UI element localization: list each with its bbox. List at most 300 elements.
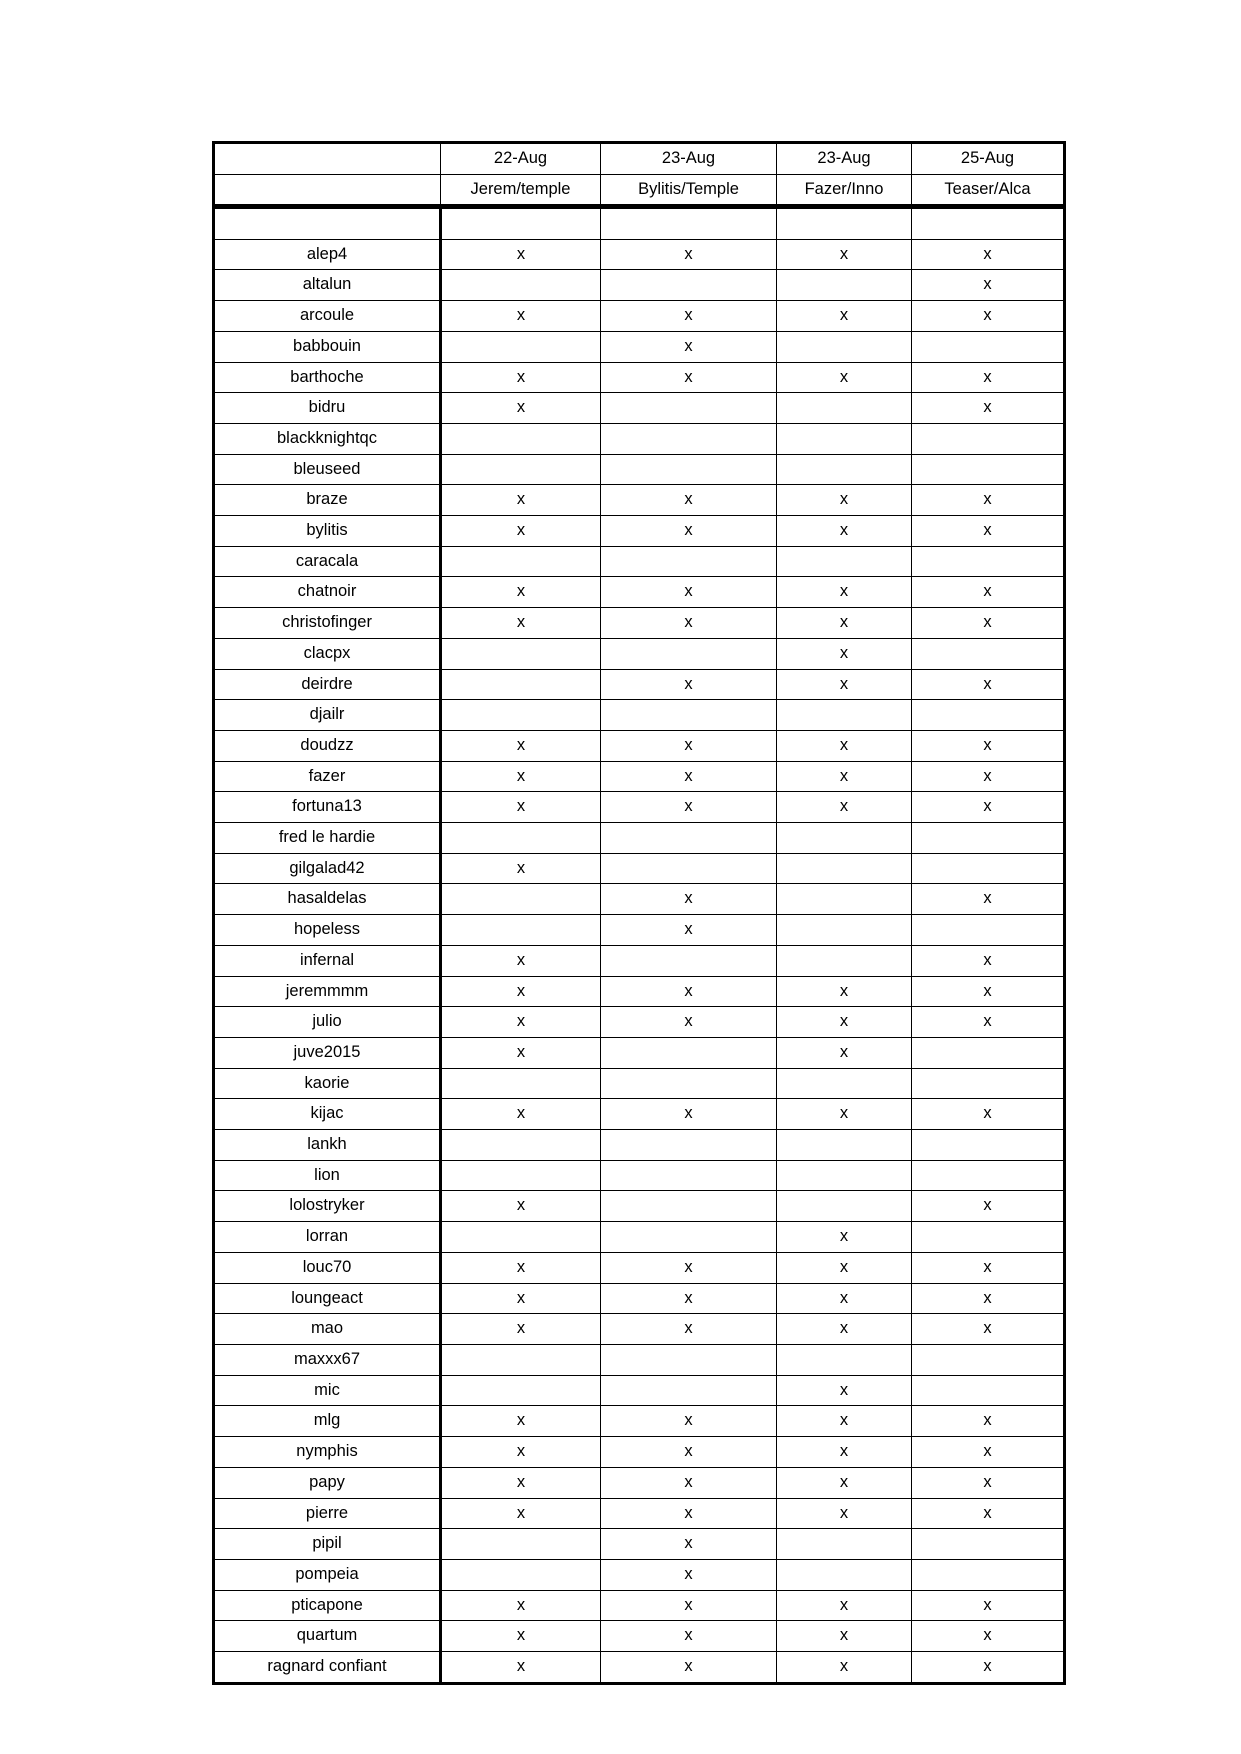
player-name-cell: lorran <box>214 1222 441 1253</box>
table-row <box>214 362 1065 393</box>
mark-cell <box>912 853 1065 884</box>
mark-cell: x <box>912 1498 1065 1529</box>
mark-cell: x <box>601 301 777 332</box>
mark-cell: x <box>912 730 1065 761</box>
table-row <box>214 1621 1065 1652</box>
table-row <box>214 1099 1065 1130</box>
mark-cell <box>777 270 912 301</box>
table-row <box>214 700 1065 731</box>
mark-cell: x <box>912 239 1065 270</box>
mark-cell: x <box>441 792 601 823</box>
player-name-cell: louc70 <box>214 1252 441 1283</box>
player-name-cell: babbouin <box>214 331 441 362</box>
mark-cell <box>601 1345 777 1376</box>
table-row <box>214 207 1065 240</box>
mark-cell: x <box>777 516 912 547</box>
mark-cell <box>441 700 601 731</box>
mark-cell: x <box>601 884 777 915</box>
mark-cell <box>601 546 777 577</box>
table-row <box>214 792 1065 823</box>
player-name-cell: bylitis <box>214 516 441 547</box>
mark-cell <box>601 945 777 976</box>
mark-cell: x <box>601 1252 777 1283</box>
mark-cell <box>912 1068 1065 1099</box>
player-name-cell: pipil <box>214 1529 441 1560</box>
table-row <box>214 638 1065 669</box>
table-row <box>214 1437 1065 1468</box>
mark-cell: x <box>441 1007 601 1038</box>
mark-cell <box>912 1160 1065 1191</box>
mark-cell: x <box>912 516 1065 547</box>
mark-cell: x <box>912 884 1065 915</box>
mark-cell: x <box>441 1191 601 1222</box>
table-row <box>214 546 1065 577</box>
corner-cell <box>214 143 441 175</box>
player-name-cell: gilgalad42 <box>214 853 441 884</box>
table-row <box>214 669 1065 700</box>
mark-cell: x <box>441 1099 601 1130</box>
mark-cell <box>777 1345 912 1376</box>
mark-cell: x <box>777 792 912 823</box>
mark-cell <box>441 207 601 240</box>
table-row <box>214 270 1065 301</box>
date-header: 25-Aug <box>912 143 1065 175</box>
mark-cell: x <box>441 485 601 516</box>
mark-cell <box>777 915 912 946</box>
player-name-cell: quartum <box>214 1621 441 1652</box>
mark-cell <box>912 1529 1065 1560</box>
mark-cell: x <box>601 485 777 516</box>
player-name-cell: loungeact <box>214 1283 441 1314</box>
mark-cell <box>777 393 912 424</box>
mark-cell: x <box>777 1099 912 1130</box>
player-name-cell: fortuna13 <box>214 792 441 823</box>
table-row <box>214 1222 1065 1253</box>
mark-cell <box>601 1191 777 1222</box>
mark-cell <box>601 207 777 240</box>
table-row <box>214 1467 1065 1498</box>
mark-cell <box>777 1068 912 1099</box>
mark-cell <box>912 1037 1065 1068</box>
mark-cell: x <box>601 577 777 608</box>
session-header: Jerem/temple <box>441 174 601 207</box>
table-row <box>214 577 1065 608</box>
table-row <box>214 301 1065 332</box>
table-row <box>214 516 1065 547</box>
table-row <box>214 823 1065 854</box>
player-name-cell: bidru <box>214 393 441 424</box>
table-row <box>214 730 1065 761</box>
mark-cell <box>441 1160 601 1191</box>
player-name-cell: jeremmmm <box>214 976 441 1007</box>
player-name-cell: nymphis <box>214 1437 441 1468</box>
mark-cell <box>441 1529 601 1560</box>
mark-cell: x <box>777 1007 912 1038</box>
player-name-cell: bleuseed <box>214 454 441 485</box>
mark-cell: x <box>912 301 1065 332</box>
table-row <box>214 1037 1065 1068</box>
mark-cell: x <box>601 761 777 792</box>
mark-cell <box>441 638 601 669</box>
player-name-cell: julio <box>214 1007 441 1038</box>
mark-cell <box>777 1559 912 1590</box>
player-name-cell: deirdre <box>214 669 441 700</box>
mark-cell <box>777 853 912 884</box>
player-name-cell: hopeless <box>214 915 441 946</box>
mark-cell: x <box>601 1099 777 1130</box>
mark-cell: x <box>441 1252 601 1283</box>
mark-cell: x <box>441 730 601 761</box>
table-row <box>214 1498 1065 1529</box>
mark-cell <box>601 1130 777 1161</box>
mark-cell <box>601 823 777 854</box>
mark-cell: x <box>441 1652 601 1684</box>
mark-cell: x <box>777 1314 912 1345</box>
mark-cell: x <box>912 945 1065 976</box>
table-row <box>214 1375 1065 1406</box>
table-row <box>214 239 1065 270</box>
mark-cell <box>441 1375 601 1406</box>
mark-cell: x <box>441 608 601 639</box>
player-name-cell: pompeia <box>214 1559 441 1590</box>
mark-cell: x <box>441 362 601 393</box>
mark-cell <box>601 423 777 454</box>
mark-cell <box>912 823 1065 854</box>
player-name-cell: pierre <box>214 1498 441 1529</box>
mark-cell: x <box>912 792 1065 823</box>
table-row <box>214 1590 1065 1621</box>
table-body <box>214 207 1065 1684</box>
table-row <box>214 608 1065 639</box>
table-row <box>214 976 1065 1007</box>
mark-cell <box>441 1068 601 1099</box>
player-name-cell: caracala <box>214 546 441 577</box>
mark-cell: x <box>441 516 601 547</box>
table-row <box>214 945 1065 976</box>
table-row <box>214 423 1065 454</box>
mark-cell: x <box>912 1283 1065 1314</box>
mark-cell <box>912 1130 1065 1161</box>
mark-cell: x <box>601 976 777 1007</box>
mark-cell <box>777 823 912 854</box>
mark-cell: x <box>777 976 912 1007</box>
player-name-cell: christofinger <box>214 608 441 639</box>
table-row <box>214 1529 1065 1560</box>
table-row <box>214 1559 1065 1590</box>
mark-cell: x <box>601 1559 777 1590</box>
table-row <box>214 1007 1065 1038</box>
mark-cell <box>601 853 777 884</box>
player-name-cell: hasaldelas <box>214 884 441 915</box>
player-name-cell: chatnoir <box>214 577 441 608</box>
mark-cell: x <box>777 1037 912 1068</box>
mark-cell: x <box>601 1529 777 1560</box>
session-header: Teaser/Alca <box>912 174 1065 207</box>
mark-cell: x <box>777 608 912 639</box>
mark-cell: x <box>777 485 912 516</box>
mark-cell: x <box>777 239 912 270</box>
mark-cell <box>601 1037 777 1068</box>
mark-cell <box>912 1375 1065 1406</box>
player-name-cell: lion <box>214 1160 441 1191</box>
mark-cell: x <box>441 239 601 270</box>
mark-cell <box>601 1160 777 1191</box>
mark-cell: x <box>601 1652 777 1684</box>
mark-cell: x <box>601 331 777 362</box>
player-name-cell: kaorie <box>214 1068 441 1099</box>
mark-cell <box>912 207 1065 240</box>
mark-cell: x <box>601 1621 777 1652</box>
table-row <box>214 1406 1065 1437</box>
table-row <box>214 454 1065 485</box>
mark-cell: x <box>777 1283 912 1314</box>
mark-cell <box>912 454 1065 485</box>
mark-cell <box>441 1130 601 1161</box>
mark-cell: x <box>912 1437 1065 1468</box>
mark-cell <box>441 546 601 577</box>
mark-cell <box>441 884 601 915</box>
mark-cell <box>777 454 912 485</box>
corner-cell <box>214 174 441 207</box>
table-row <box>214 761 1065 792</box>
mark-cell: x <box>601 792 777 823</box>
player-name-cell: pticapone <box>214 1590 441 1621</box>
mark-cell: x <box>601 1498 777 1529</box>
player-name-cell: altalun <box>214 270 441 301</box>
mark-cell <box>912 915 1065 946</box>
mark-cell: x <box>441 1590 601 1621</box>
mark-cell <box>912 638 1065 669</box>
player-name-cell: fazer <box>214 761 441 792</box>
mark-cell <box>441 1222 601 1253</box>
date-header-row <box>214 143 1065 175</box>
mark-cell: x <box>441 1621 601 1652</box>
mark-cell <box>912 331 1065 362</box>
mark-cell <box>912 546 1065 577</box>
mark-cell <box>601 638 777 669</box>
player-name-cell: lolostryker <box>214 1191 441 1222</box>
mark-cell: x <box>601 1590 777 1621</box>
player-name-cell: juve2015 <box>214 1037 441 1068</box>
mark-cell <box>441 1345 601 1376</box>
mark-cell <box>601 270 777 301</box>
mark-cell: x <box>777 1621 912 1652</box>
mark-cell: x <box>441 976 601 1007</box>
mark-cell: x <box>777 1590 912 1621</box>
mark-cell: x <box>601 362 777 393</box>
mark-cell: x <box>912 608 1065 639</box>
table-row <box>214 853 1065 884</box>
mark-cell: x <box>601 1007 777 1038</box>
player-name-cell: alep4 <box>214 239 441 270</box>
mark-cell: x <box>777 669 912 700</box>
session-header: Bylitis/Temple <box>601 174 777 207</box>
mark-cell <box>912 423 1065 454</box>
mark-cell: x <box>912 669 1065 700</box>
mark-cell: x <box>441 1437 601 1468</box>
mark-cell: x <box>441 1283 601 1314</box>
mark-cell: x <box>912 976 1065 1007</box>
mark-cell: x <box>912 270 1065 301</box>
mark-cell <box>777 884 912 915</box>
mark-cell <box>601 1222 777 1253</box>
player-name-cell: kijac <box>214 1099 441 1130</box>
table-row <box>214 485 1065 516</box>
mark-cell: x <box>912 1590 1065 1621</box>
mark-cell: x <box>601 1283 777 1314</box>
mark-cell <box>777 1130 912 1161</box>
table-row <box>214 1345 1065 1376</box>
table-row <box>214 1252 1065 1283</box>
mark-cell <box>777 423 912 454</box>
player-name-cell: barthoche <box>214 362 441 393</box>
table-row <box>214 1314 1065 1345</box>
player-name-cell: lankh <box>214 1130 441 1161</box>
mark-cell <box>777 331 912 362</box>
mark-cell: x <box>777 301 912 332</box>
mark-cell: x <box>601 1437 777 1468</box>
player-name-cell: ragnard confiant <box>214 1652 441 1684</box>
mark-cell <box>601 1375 777 1406</box>
mark-cell: x <box>441 1498 601 1529</box>
mark-cell <box>601 700 777 731</box>
mark-cell <box>601 393 777 424</box>
table-row <box>214 1130 1065 1161</box>
mark-cell: x <box>441 945 601 976</box>
table-row <box>214 1160 1065 1191</box>
mark-cell: x <box>777 362 912 393</box>
mark-cell: x <box>912 577 1065 608</box>
mark-cell: x <box>601 608 777 639</box>
mark-cell: x <box>777 1222 912 1253</box>
player-name-cell: mao <box>214 1314 441 1345</box>
attendance-table <box>212 141 1066 1685</box>
mark-cell <box>777 700 912 731</box>
mark-cell: x <box>601 669 777 700</box>
mark-cell: x <box>441 393 601 424</box>
mark-cell <box>912 700 1065 731</box>
player-name-cell: maxxx67 <box>214 1345 441 1376</box>
mark-cell: x <box>601 1406 777 1437</box>
mark-cell: x <box>441 1467 601 1498</box>
date-header: 23-Aug <box>777 143 912 175</box>
table-row <box>214 1652 1065 1684</box>
mark-cell <box>777 1191 912 1222</box>
mark-cell: x <box>601 1467 777 1498</box>
mark-cell <box>441 1559 601 1590</box>
date-header: 23-Aug <box>601 143 777 175</box>
table-row <box>214 884 1065 915</box>
mark-cell: x <box>912 761 1065 792</box>
mark-cell: x <box>441 1314 601 1345</box>
mark-cell: x <box>601 915 777 946</box>
mark-cell <box>441 423 601 454</box>
table-row <box>214 1191 1065 1222</box>
mark-cell: x <box>912 1099 1065 1130</box>
mark-cell <box>601 1068 777 1099</box>
mark-cell: x <box>912 393 1065 424</box>
mark-cell <box>777 1160 912 1191</box>
player-name-cell: braze <box>214 485 441 516</box>
mark-cell: x <box>601 239 777 270</box>
table-row <box>214 331 1065 362</box>
mark-cell: x <box>777 761 912 792</box>
mark-cell: x <box>777 1498 912 1529</box>
player-name-cell <box>214 207 441 240</box>
player-name-cell: clacpx <box>214 638 441 669</box>
mark-cell: x <box>912 1252 1065 1283</box>
mark-cell: x <box>777 730 912 761</box>
mark-cell: x <box>777 1406 912 1437</box>
mark-cell: x <box>912 485 1065 516</box>
mark-cell: x <box>912 1406 1065 1437</box>
player-name-cell: mic <box>214 1375 441 1406</box>
player-name-cell: djailr <box>214 700 441 731</box>
mark-cell <box>441 669 601 700</box>
mark-cell: x <box>601 1314 777 1345</box>
mark-cell: x <box>601 516 777 547</box>
mark-cell: x <box>912 1314 1065 1345</box>
mark-cell <box>777 1529 912 1560</box>
mark-cell: x <box>912 1191 1065 1222</box>
player-name-cell: arcoule <box>214 301 441 332</box>
mark-cell <box>777 546 912 577</box>
player-name-cell: mlg <box>214 1406 441 1437</box>
mark-cell: x <box>441 761 601 792</box>
mark-cell <box>441 331 601 362</box>
player-name-cell: papy <box>214 1467 441 1498</box>
mark-cell <box>441 823 601 854</box>
mark-cell <box>441 915 601 946</box>
date-header: 22-Aug <box>441 143 601 175</box>
player-name-cell: fred le hardie <box>214 823 441 854</box>
mark-cell: x <box>441 577 601 608</box>
mark-cell: x <box>777 638 912 669</box>
mark-cell <box>601 454 777 485</box>
mark-cell: x <box>441 1037 601 1068</box>
mark-cell: x <box>441 853 601 884</box>
table-header <box>214 143 1065 207</box>
mark-cell: x <box>912 1007 1065 1038</box>
mark-cell: x <box>777 1467 912 1498</box>
mark-cell: x <box>777 1375 912 1406</box>
mark-cell: x <box>777 1252 912 1283</box>
mark-cell: x <box>912 1621 1065 1652</box>
mark-cell <box>441 454 601 485</box>
mark-cell <box>777 207 912 240</box>
player-name-cell: doudzz <box>214 730 441 761</box>
mark-cell: x <box>912 362 1065 393</box>
mark-cell <box>441 270 601 301</box>
table-row <box>214 393 1065 424</box>
session-header-row <box>214 174 1065 207</box>
mark-cell <box>777 945 912 976</box>
mark-cell: x <box>777 1437 912 1468</box>
mark-cell: x <box>441 1406 601 1437</box>
mark-cell <box>912 1222 1065 1253</box>
document-page <box>212 141 1066 1685</box>
mark-cell <box>912 1345 1065 1376</box>
mark-cell: x <box>912 1467 1065 1498</box>
mark-cell: x <box>777 577 912 608</box>
mark-cell <box>912 1559 1065 1590</box>
mark-cell: x <box>777 1652 912 1684</box>
table-row <box>214 1283 1065 1314</box>
mark-cell: x <box>441 301 601 332</box>
session-header: Fazer/Inno <box>777 174 912 207</box>
mark-cell: x <box>601 730 777 761</box>
mark-cell: x <box>912 1652 1065 1684</box>
